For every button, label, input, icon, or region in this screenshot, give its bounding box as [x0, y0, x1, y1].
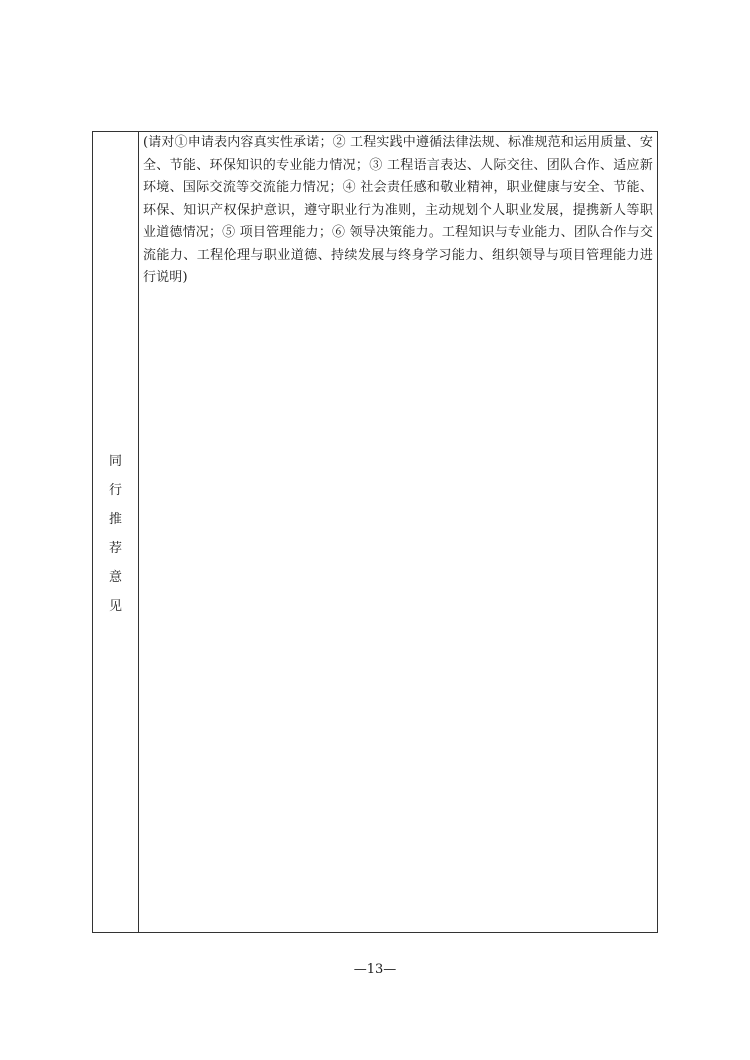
section-label-char: 见	[108, 599, 122, 614]
section-label-cell	[93, 132, 139, 932]
instruction-text: (请对①申请表内容真实性承诺；② 工程实践中遵循法律法规、标准规范和运用质量、安全、节能、环保知识的专业能力情况；③ 工程语言表达、人际交往、团队合作、适应新环境、国际交流等交流能力情况；④ 社会责任感和敬业精神，职业健康与安全、节能、环保、知识产权保护意识，遵守职业行为准则，主动规划个人职业发展，提携新人等职业道德情况；⑤ 项目管理能力；⑥ 领导决策能力。工程知识与专业能力、团队合作与交流能力、工程伦理与职业道德、持续发展与终身学习能力、组织领导与项目管理能力进行说明)	[143, 135, 653, 285]
peer-recommendation-table	[92, 131, 658, 933]
section-label-char: 同	[108, 454, 122, 469]
recommendation-content-field[interactable]	[139, 132, 657, 932]
page-number: —13—	[353, 962, 397, 977]
section-label-peer-recommendation	[109, 447, 122, 621]
section-label-char: 行	[108, 483, 122, 498]
section-label-char: 推	[108, 512, 122, 527]
section-label-char: 意	[108, 570, 122, 585]
section-label-char: 荐	[108, 541, 122, 556]
